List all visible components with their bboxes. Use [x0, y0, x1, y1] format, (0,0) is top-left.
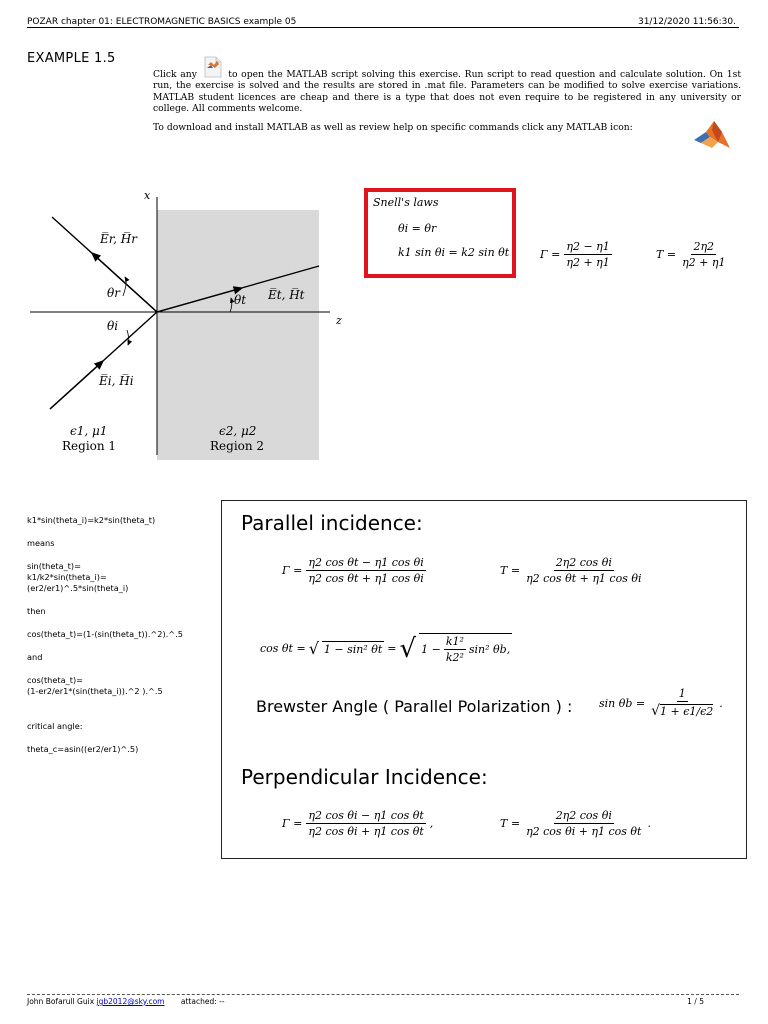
- reflected-field-label: E̅r, H̅r: [100, 232, 138, 246]
- page-title: EXAMPLE 1.5: [27, 51, 116, 66]
- region1-params: ϵ1, μ1: [70, 424, 108, 438]
- perp-gamma-formula: [282, 809, 433, 838]
- parallel-incidence-title: Parallel incidence:: [241, 511, 423, 535]
- sqrt-icon: √: [651, 703, 661, 719]
- footer-page-number: 1 / 5: [687, 997, 704, 1006]
- footer-email-link[interactable]: jgb2012@sky.com: [96, 997, 165, 1006]
- header-title: POZAR chapter 01: ELECTROMAGNETIC BASICS example 05: [27, 17, 297, 27]
- par-t-numerator: 2η2 cos θi: [555, 556, 612, 569]
- theta-i-label: θi: [107, 319, 119, 333]
- par-t-lhs: T =: [500, 564, 521, 577]
- gamma-numerator: η2 − η1: [566, 240, 610, 253]
- download-text: To download and install MATLAB as well as review help on specific commands click any MATLAB icon:: [153, 122, 633, 133]
- snell-eq-reflection: θi = θr: [398, 222, 437, 235]
- theta-t-label: θt: [234, 293, 247, 307]
- footer-attached: attached: --: [180, 997, 225, 1006]
- gamma-normal-formula: [540, 240, 612, 269]
- x-axis-label: x: [144, 189, 151, 202]
- deriv-line: k1/k2*sin(theta_i)=: [27, 572, 107, 582]
- cos-equals: =: [387, 642, 397, 655]
- snell-eq-refraction: k1 sin θi = k2 sin θt: [398, 246, 510, 259]
- perp-gamma-denominator: η2 cos θi + η1 cos θt: [308, 825, 424, 838]
- cos-rhs-numerator: k1²: [445, 635, 464, 648]
- deriv-line: theta_c=asin((er2/er1)^.5): [27, 744, 139, 754]
- perp-t-end: .: [647, 817, 651, 830]
- brewster-formula: [599, 687, 723, 719]
- perp-t-numerator: 2η2 cos θi: [555, 809, 612, 822]
- perp-gamma-numerator: η2 cos θi − η1 cos θt: [308, 809, 424, 822]
- gamma-denominator: η2 + η1: [566, 256, 610, 269]
- matlab-logo-icon[interactable]: [692, 118, 734, 152]
- parallel-gamma-formula: [282, 556, 426, 585]
- perp-gamma-end: ,: [429, 817, 434, 830]
- cos-theta-t-formula: [260, 633, 512, 664]
- cos-rhs: [419, 633, 512, 664]
- t-denominator: η2 + η1: [682, 256, 726, 269]
- deriv-line: (er2/er1)^.5*sin(theta_i): [27, 583, 129, 593]
- deriv-line: cos(theta_t)=: [27, 675, 83, 685]
- transmitted-field-label: E̅t, H̅t: [268, 288, 305, 302]
- t-numerator: 2η2: [693, 240, 715, 253]
- region2-label: Region 2: [210, 439, 265, 453]
- deriv-line: and: [27, 652, 43, 662]
- intro-paragraph: [153, 66, 741, 115]
- brewster-denominator: 1 + ϵ1/ϵ2: [660, 705, 714, 718]
- reflected-arrow: [92, 253, 157, 312]
- click-any-text: Click any: [153, 69, 197, 80]
- brewster-end: .: [719, 696, 723, 710]
- cos-lhs: cos θt =: [260, 642, 306, 655]
- cos-mid: 1 − sin² θt: [323, 643, 383, 656]
- document-icon[interactable]: [201, 66, 225, 79]
- cos-rhs-denominator: k2²: [445, 651, 464, 664]
- incident-arrow: [50, 361, 103, 409]
- brewster-angle-label: Brewster Angle ( Parallel Polarization ) :: [256, 697, 573, 716]
- theta-r-label: θr: [107, 286, 120, 300]
- region1-label: Region 1: [62, 439, 117, 453]
- perp-gamma-lhs: Γ =: [282, 817, 303, 830]
- sqrt-icon: √: [308, 639, 319, 658]
- cos-rhs-pre: 1 −: [421, 643, 441, 656]
- formula-panel: [221, 500, 747, 859]
- perp-t-formula: [500, 809, 651, 838]
- sqrt-icon: √: [399, 633, 417, 664]
- deriv-line: (1-er2/er1*(sin(theta_i)).^2 ).^.5: [27, 686, 163, 696]
- z-axis-label: z: [336, 314, 342, 327]
- parallel-t-formula: [500, 556, 643, 585]
- perp-t-lhs: T =: [500, 817, 521, 830]
- footer-author-line: [27, 997, 225, 1006]
- deriv-line: sin(theta_t)=: [27, 561, 81, 571]
- deriv-line: cos(theta_t)=(1-(sin(theta_t)).^2).^.5: [27, 629, 183, 639]
- perpendicular-incidence-title: Perpendicular Incidence:: [241, 765, 488, 789]
- par-gamma-lhs: Γ =: [282, 564, 303, 577]
- t-normal-formula: [656, 240, 727, 269]
- t-lhs: T =: [656, 248, 677, 261]
- header-divider: [27, 27, 739, 28]
- par-gamma-numerator: η2 cos θt − η1 cos θi: [308, 556, 424, 569]
- snells-laws-title: Snell's laws: [373, 196, 439, 209]
- deriv-line: means: [27, 538, 55, 548]
- cos-rhs-post: sin² θb,: [468, 643, 511, 656]
- incident-field-label: E̅i, H̅i: [99, 374, 134, 388]
- header-timestamp: 31/12/2020 11:56:30.: [637, 17, 736, 27]
- deriv-line: then: [27, 606, 46, 616]
- footer-divider: [27, 994, 739, 995]
- intro-line2: On 1st run, the exercise is solved and the results are stored in .mat file. Parameters can be modified to solve exercise variations. MATLAB student licences are cheap and there is a type that does not even require to be registered in any university or college. All comments welcome.: [153, 69, 742, 115]
- derivation-notes: [27, 515, 217, 755]
- region2-medium: [157, 210, 319, 460]
- brewster-numerator: 1: [678, 687, 686, 700]
- brewster-lhs: sin θb =: [599, 696, 646, 710]
- perp-t-denominator: η2 cos θi + η1 cos θt: [526, 825, 642, 838]
- par-gamma-denominator: η2 cos θt + η1 cos θi: [308, 572, 424, 585]
- par-t-denominator: η2 cos θt + η1 cos θi: [526, 572, 642, 585]
- theta-r-arc: [123, 277, 126, 296]
- gamma-lhs: Γ =: [540, 248, 561, 261]
- snells-laws-box: [364, 188, 516, 278]
- intro-line1: to open the MATLAB script solving this exercise. Run script to read question and calculate solution.: [228, 69, 706, 80]
- footer-author: John Bofarull Guix: [27, 997, 95, 1006]
- reflection-diagram: [30, 185, 330, 460]
- deriv-line: critical angle:: [27, 721, 83, 731]
- region2-params: ϵ2, μ2: [219, 424, 257, 438]
- deriv-line: k1*sin(theta_i)=k2*sin(theta_t): [27, 515, 156, 525]
